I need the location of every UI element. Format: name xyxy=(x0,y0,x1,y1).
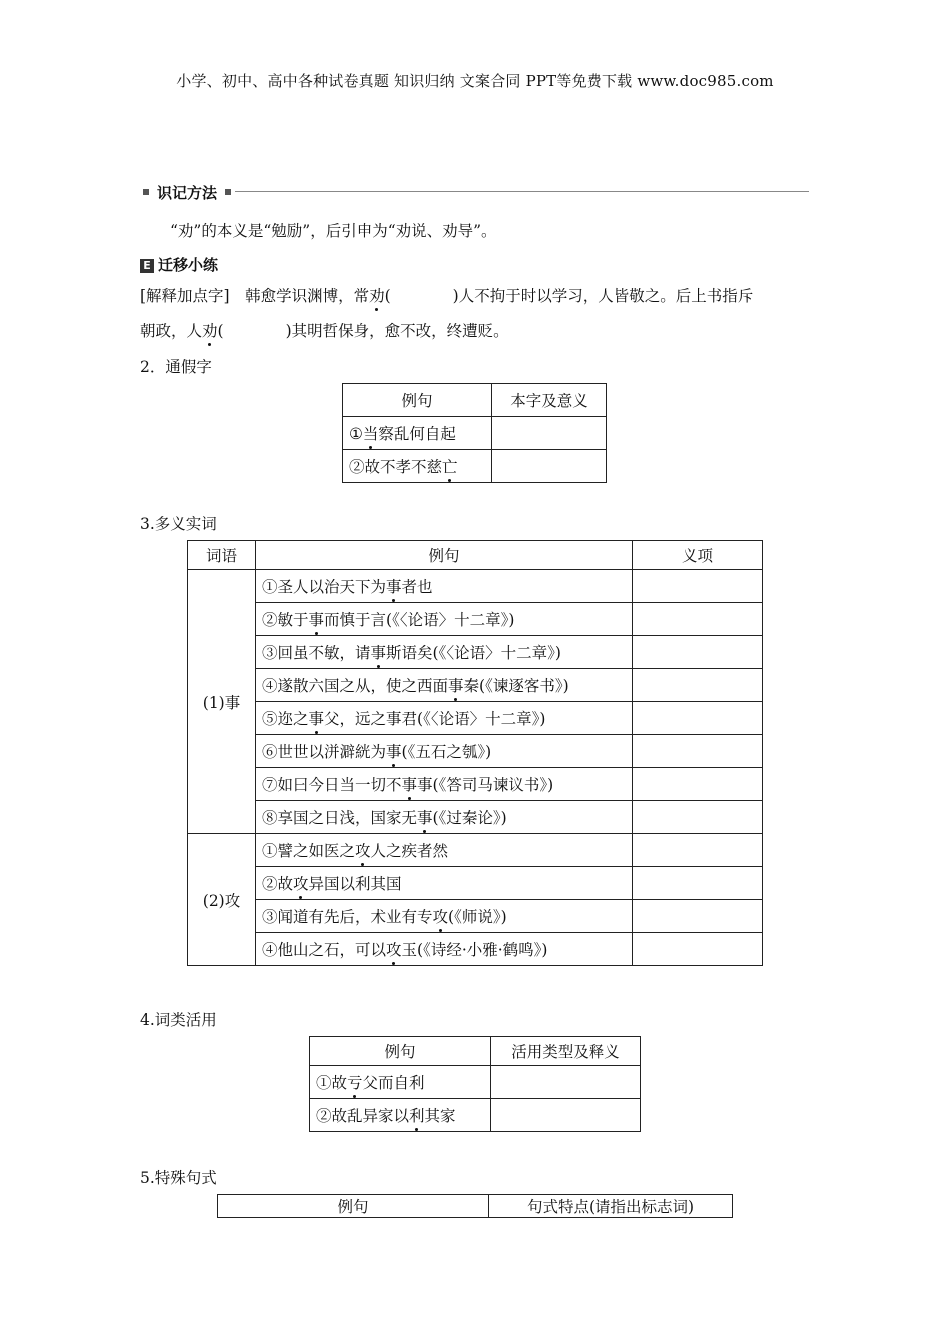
table-row xyxy=(343,417,607,450)
text-segment: [解释加点字] 韩愈学识渊博，常 xyxy=(140,287,370,305)
table-header-row xyxy=(188,541,763,570)
table-header-row xyxy=(310,1037,641,1066)
example-cell: ①譬之如医之攻人之疾者然 xyxy=(256,834,633,867)
col-header: 句式特点(请指出标志词) xyxy=(489,1195,733,1218)
text-segment: 朝政，人 xyxy=(140,322,203,340)
example-cell: ⑤迩之事父，远之事君(《〈论语〉十二章》) xyxy=(256,702,633,735)
example-cell: ④遂散六国之从，使之西面事秦(《谏逐客书》) xyxy=(256,669,633,702)
table-header-row xyxy=(218,1195,733,1218)
table-row xyxy=(310,1099,641,1132)
section-bar-memory xyxy=(143,182,809,202)
text-segment: ( )人不拘于时以学习，人皆敬之。后上书指斥 xyxy=(384,287,754,305)
example-cell: ③回虽不敏，请事斯语矣(《〈论语〉十二章》) xyxy=(256,636,633,669)
example-cell: ①故亏父而自利 xyxy=(310,1066,491,1099)
dotted-char: 事 xyxy=(309,608,325,630)
table-row xyxy=(188,933,763,966)
meaning-cell xyxy=(633,900,763,933)
page-header-banner: 小学、初中、高中各种试卷真题 知识归纳 文案合同 PPT等免费下载 www.doc985.com xyxy=(176,72,774,90)
table-row xyxy=(310,1066,641,1099)
example-cell: ①当察乱何自起 xyxy=(343,417,492,450)
dotted-char: 劝 xyxy=(369,284,385,306)
example-cell: ②敏于事而慎于言(《〈论语〉十二章》) xyxy=(256,603,633,636)
example-cell: ⑦如曰今日当一切不事事(《答司马谏议书》) xyxy=(256,768,633,801)
col-header: 例句 xyxy=(218,1195,489,1218)
transfer-line-1 xyxy=(140,284,753,306)
meaning-cell xyxy=(633,933,763,966)
table-word-class xyxy=(309,1036,641,1132)
table-row xyxy=(188,801,763,834)
dotted-char: 劝 xyxy=(202,319,218,341)
example-cell: ②故不孝不慈亡 xyxy=(343,450,492,483)
table-row xyxy=(188,834,763,867)
meaning-cell xyxy=(633,669,763,702)
col-header: 活用类型及释义 xyxy=(491,1037,641,1066)
meaning-cell xyxy=(633,603,763,636)
section-3-title: 3.多义实词 xyxy=(140,515,217,533)
table-polysemy xyxy=(187,540,763,966)
table-row xyxy=(188,900,763,933)
meaning-cell xyxy=(633,636,763,669)
dotted-char: 事 xyxy=(402,773,418,795)
example-cell: ③闻道有先后，术业有专攻(《师说》) xyxy=(256,900,633,933)
table-row xyxy=(188,603,763,636)
dotted-char: 事 xyxy=(417,806,433,828)
col-header: 例句 xyxy=(343,384,492,417)
section-4-title: 4.词类活用 xyxy=(140,1011,217,1029)
table-row xyxy=(188,867,763,900)
memory-text: “劝”的本义是“勉励”，后引申为“劝说、劝导”。 xyxy=(170,222,497,240)
square-bullet-icon xyxy=(225,189,231,195)
transfer-heading xyxy=(140,254,218,275)
table-header-row xyxy=(343,384,607,417)
answer-cell xyxy=(492,450,607,483)
table-row xyxy=(188,702,763,735)
answer-cell xyxy=(491,1066,641,1099)
meaning-cell xyxy=(633,801,763,834)
answer-cell xyxy=(492,417,607,450)
table-row xyxy=(188,570,763,603)
meaning-cell xyxy=(633,702,763,735)
dotted-char: 亏 xyxy=(347,1071,363,1093)
meaning-cell xyxy=(633,735,763,768)
meaning-cell xyxy=(633,867,763,900)
example-cell: ④他山之石，可以攻玉(《诗经·小雅·鹤鸣》) xyxy=(256,933,633,966)
transfer-title: 迁移小练 xyxy=(158,256,219,274)
table-row xyxy=(188,768,763,801)
section-2-title: 2．通假字 xyxy=(140,358,212,376)
table-special-sentences xyxy=(217,1194,733,1218)
answer-cell xyxy=(491,1099,641,1132)
dotted-char: 当 xyxy=(363,422,379,444)
example-cell: ②故乱异家以利其家 xyxy=(310,1099,491,1132)
section-5-title: 5.特殊句式 xyxy=(140,1169,217,1187)
meaning-cell xyxy=(633,768,763,801)
col-header: 词语 xyxy=(188,541,256,570)
transfer-line-2 xyxy=(140,319,509,341)
word-cell: (1)事 xyxy=(188,570,256,834)
col-header: 本字及意义 xyxy=(492,384,607,417)
dotted-char: 利 xyxy=(409,1104,425,1126)
exercise-badge-icon: E xyxy=(140,259,154,273)
dotted-char: 攻 xyxy=(293,872,309,894)
dotted-char: 事 xyxy=(386,740,402,762)
meaning-cell xyxy=(633,570,763,603)
col-header: 例句 xyxy=(310,1037,491,1066)
table-tongjia xyxy=(342,383,607,483)
col-header: 例句 xyxy=(256,541,633,570)
meaning-cell xyxy=(633,834,763,867)
dotted-char: 事 xyxy=(448,674,464,696)
table-row xyxy=(343,450,607,483)
dotted-char: 事 xyxy=(386,575,402,597)
col-header: 义项 xyxy=(633,541,763,570)
dotted-char: 攻 xyxy=(386,938,402,960)
dotted-char: 亡 xyxy=(442,455,458,477)
word-cell: (2)攻 xyxy=(188,834,256,966)
text-segment: ( )其明哲保身，愈不改，终遭贬。 xyxy=(217,322,509,340)
example-cell: ①圣人以治天下为事者也 xyxy=(256,570,633,603)
dotted-char: 攻 xyxy=(433,905,449,927)
divider xyxy=(235,191,809,192)
table-row xyxy=(188,735,763,768)
section-title: 识记方法 xyxy=(157,184,218,202)
square-bullet-icon xyxy=(143,189,149,195)
dotted-char: 事 xyxy=(309,707,325,729)
table-row xyxy=(188,636,763,669)
dotted-char: 攻 xyxy=(355,839,371,861)
dotted-char: 事 xyxy=(371,641,387,663)
example-cell: ⑥世世以洴澼絖为事(《五石之瓠》) xyxy=(256,735,633,768)
example-cell: ⑧享国之日浅，国家无事(《过秦论》) xyxy=(256,801,633,834)
table-row xyxy=(188,669,763,702)
example-cell: ②故攻异国以利其国 xyxy=(256,867,633,900)
